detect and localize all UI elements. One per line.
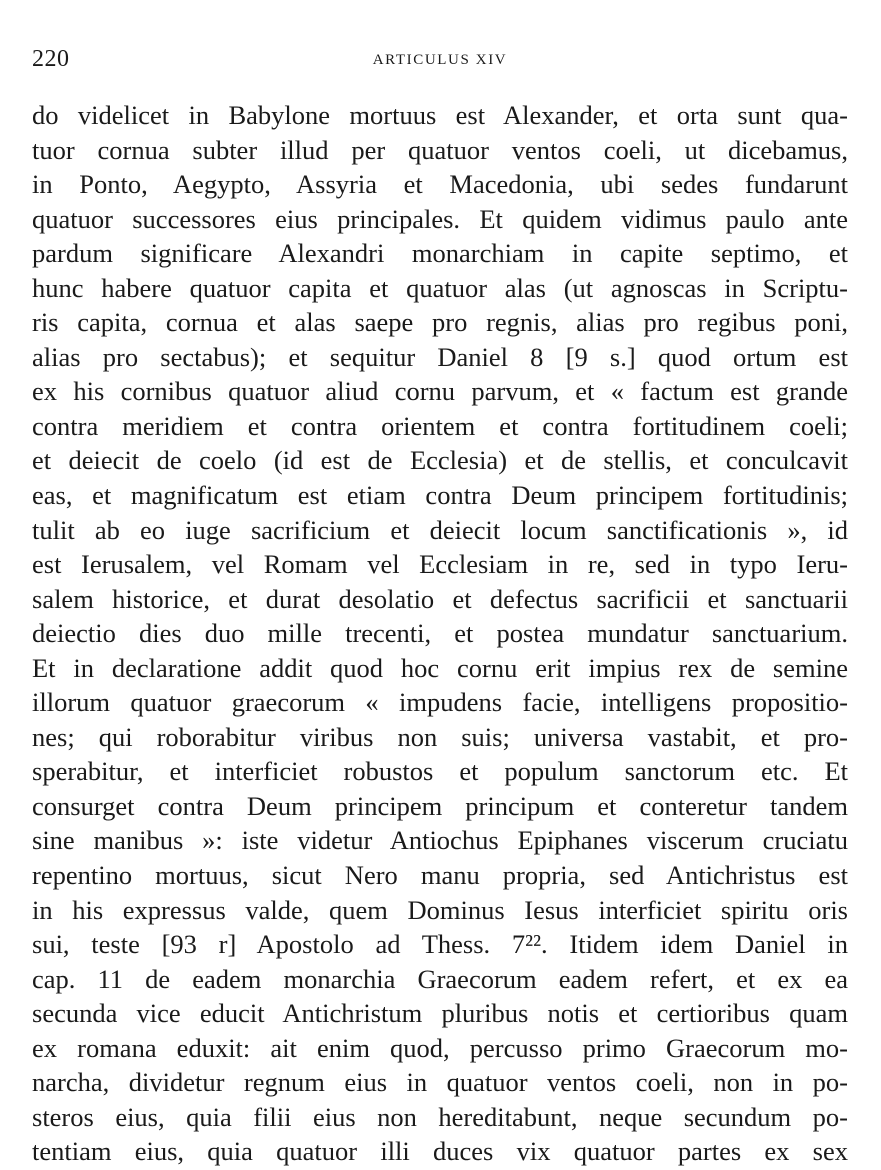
text-line: deiectio dies duo mille trecenti, et postea mundatur sanctuarium. [32, 618, 848, 649]
text-line: ex his cornibus quatuor aliud cornu parvum, et « factum est grande [32, 376, 848, 407]
page-number: 220 [32, 46, 70, 72]
text-line: secunda vice educit Antichristum pluribus notis et certioribus quam [32, 998, 848, 1029]
text-line: illorum quatuor graecorum « impudens facie, intelligens propositio- [32, 687, 848, 718]
text-line: nes; qui roborabitur viribus non suis; universa vastabit, et pro- [32, 721, 848, 752]
text-line: cap. 11 de eadem monarchia Graecorum eadem refert, et ex ea [32, 963, 848, 994]
text-line: tentiam eius, quia quatuor illi duces vix quatuor partes ex sex [32, 1136, 848, 1167]
text-line: quatuor successores eius principales. Et quidem vidimus paulo ante [32, 203, 848, 234]
text-line: contra meridiem et contra orientem et contra fortitudinem coeli; [32, 410, 848, 441]
text-line: pardum significare Alexandri monarchiam in capite septimo, et [32, 238, 848, 269]
text-line: repentino mortuus, sicut Nero manu propria, sed Antichristus est [32, 860, 848, 891]
text-line: sine manibus »: iste videtur Antiochus Epiphanes viscerum cruciatu [32, 825, 848, 856]
text-line: ex romana eduxit: ait enim quod, percusso primo Graecorum mo- [32, 1032, 848, 1063]
text-line: hunc habere quatuor capita et quatuor alas (ut agnoscas in Scriptu- [32, 272, 848, 303]
text-line: ris capita, cornua et alas saepe pro regnis, alias pro regibus poni, [32, 307, 848, 338]
text-line: do videlicet in Babylone mortuus est Alexander, et orta sunt qua- [32, 100, 848, 130]
text-line: Et in declaratione addit quod hoc cornu erit impius rex de semine [32, 652, 848, 683]
text-line: est Ierusalem, vel Romam vel Ecclesiam in re, sed in typo Ieru- [32, 549, 848, 580]
running-title: ARTICULUS XIV [372, 52, 508, 68]
body-text [32, 98, 848, 1169]
text-line: consurget contra Deum principem principum et conteretur tandem [32, 790, 848, 821]
text-line: in his expressus valde, quem Dominus Iesus interficiet spiritu oris [32, 894, 848, 925]
text-line: alias pro sectabus); et sequitur Daniel 8 [9 s.] quod ortum est [32, 341, 848, 372]
text-line: sui, teste [93 r] Apostolo ad Thess. 7²². Itidem idem Daniel in [32, 929, 848, 960]
text-line: et deiecit de coelo (id est de Ecclesia) et de stellis, et conculcavit [32, 445, 848, 476]
text-line: sperabitur, et interficiet robustos et populum sanctorum etc. Et [32, 756, 848, 787]
text-line: steros eius, quia filii eius non hereditabunt, neque secundum po- [32, 1101, 848, 1132]
text-line: salem historice, et durat desolatio et defectus sacrificii et sanctuarii [32, 583, 848, 614]
text-line: tuor cornua subter illud per quatuor ventos coeli, ut dicebamus, [32, 134, 848, 165]
text-line: narcha, dividetur regnum eius in quatuor ventos coeli, non in po- [32, 1067, 848, 1098]
text-line: eas, et magnificatum est etiam contra Deum principem fortitudinis; [32, 480, 848, 511]
text-line: in Ponto, Aegypto, Assyria et Macedonia, ubi sedes fundarunt [32, 169, 848, 200]
text-line: tulit ab eo iuge sacrificium et deiecit locum sanctificationis », id [32, 514, 848, 545]
page-header [32, 42, 848, 78]
